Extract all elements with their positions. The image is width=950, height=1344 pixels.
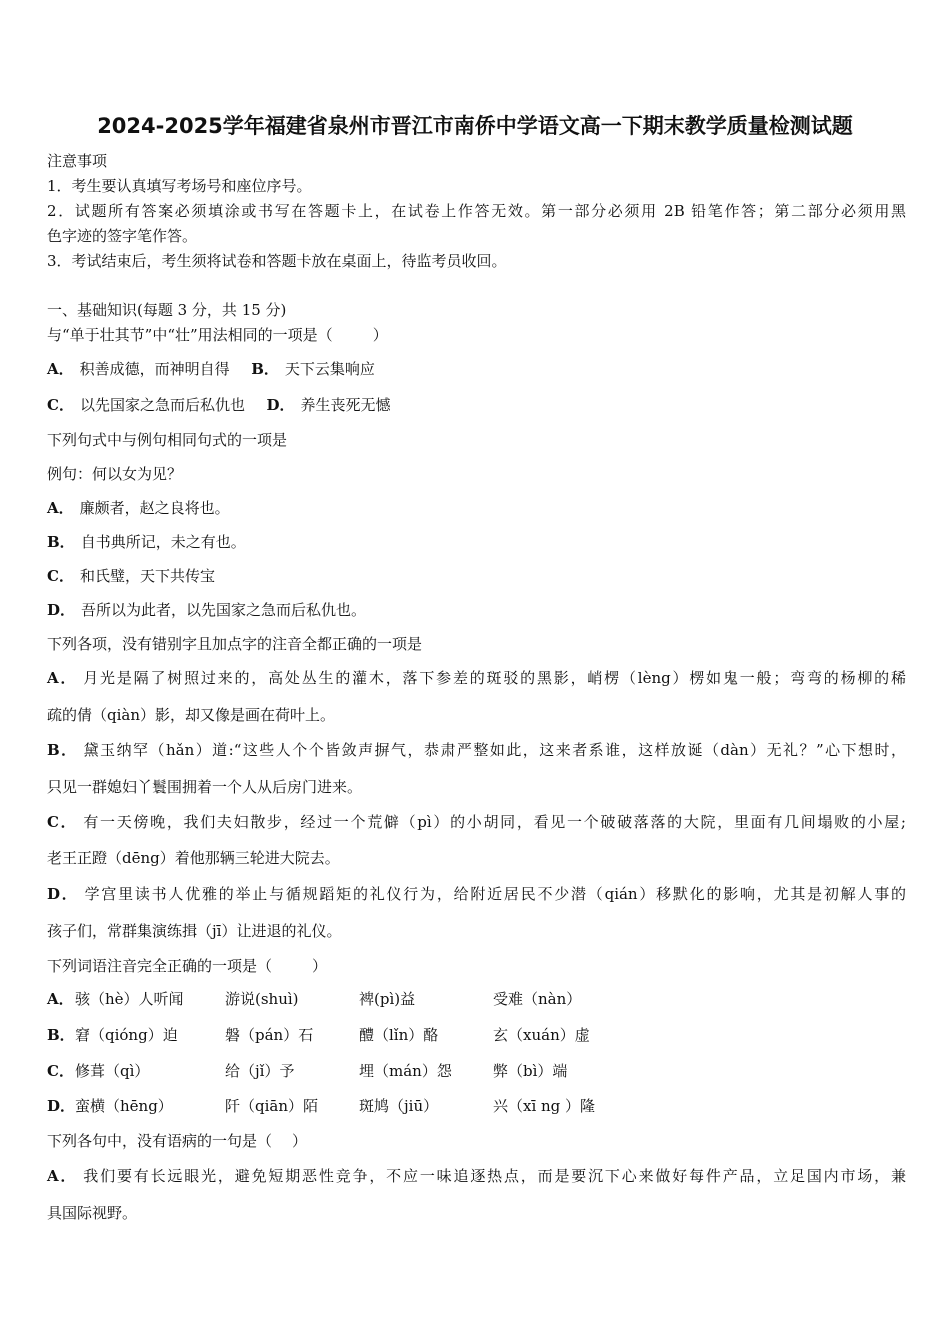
q4-row-a-label: A． <box>47 990 74 1008</box>
q3-option-d-line2: 孩子们，常群集演练揖（jī）让进退的礼仪。 <box>47 922 342 940</box>
q3-option-b-line2: 只见一群媳妇丫鬟围拥着一个人从后房门进来。 <box>47 778 363 796</box>
q4-row-d-label: D． <box>47 1097 76 1115</box>
notice-item-2-cont: 色字迹的签字笔作答。 <box>47 227 198 245</box>
q2-option-a <box>47 498 230 518</box>
q4-row-c-word4: 弊（bì）端 <box>493 1062 568 1080</box>
q1-option-a-text: 积善成德，而神明自得 <box>79 360 230 378</box>
q3-option-a-line1 <box>47 668 906 688</box>
q2-option-c-label: C． <box>47 567 74 585</box>
q2-example: 例句：何以女为见？ <box>47 465 183 483</box>
q3-option-c-text: 有一天傍晚，我们夫妇散步，经过一个荒僻（pì）的小胡同，看见一个破破落落的大院，里面有几间塌败的小屋; <box>83 813 906 831</box>
q1-option-a-label: A． <box>47 360 74 378</box>
section-heading: 一、基础知识(每题 3 分，共 15 分) <box>47 301 287 319</box>
q4-row-a-word4: 受难（nàn） <box>493 990 582 1008</box>
q3-option-a-line2: 疏的倩（qiàn）影，却又像是画在荷叶上。 <box>47 706 336 724</box>
page-title: 2024-2025学年福建省泉州市晋江市南侨中学语文高一下期末教学质量检测试题 <box>97 114 853 138</box>
q2-option-b <box>47 532 246 552</box>
q5-option-a-line1 <box>47 1166 906 1186</box>
q3-option-a-label: A． <box>47 669 78 687</box>
q2-option-a-text: 廉颇者，赵之良将也。 <box>79 499 230 517</box>
q1-option-b-label: B． <box>251 360 279 378</box>
q3-option-b-label: B． <box>47 741 78 759</box>
q2-option-a-label: A． <box>47 499 74 517</box>
q5-stem-close: ） <box>292 1132 308 1150</box>
notice-item-3: 3．考试结束后，考生须将试卷和答题卡放在桌面上，待监考员收回。 <box>47 252 507 270</box>
notice-heading: 注意事项 <box>47 152 108 170</box>
q3-option-d-label: D． <box>47 885 79 903</box>
q5-stem-text: 下列各句中，没有语病的一句是（ <box>47 1132 273 1150</box>
q4-row-c-word2: 给（jǐ）予 <box>225 1062 295 1080</box>
notice-item-1: 1．考生要认真填写考场号和座位序号。 <box>47 177 312 195</box>
q2-option-c-text: 和氏璧，天下共传宝 <box>79 567 215 585</box>
q5-option-a-label: A． <box>47 1167 78 1185</box>
q4-row-b-word4: 玄（xuán）虚 <box>493 1026 590 1044</box>
q3-option-d-text: 学宫里读书人优雅的举止与循规蹈矩的礼仪行为，给附近居民不少潜（qián）移默化的影响，尤其是初解人事的 <box>84 885 906 903</box>
q3-stem: 下列各项，没有错别字且加点字的注音全都正确的一项是 <box>47 635 423 653</box>
q1-option-d-label: D． <box>266 396 295 414</box>
q1-stem-close: ） <box>372 326 388 344</box>
q5-option-a-text: 我们要有长远眼光，避免短期恶性竞争，不应一味追逐热点，而是要沉下心来做好每件产品，立足国内市场，兼 <box>83 1167 906 1185</box>
q4-row-b-word2: 磐（pán）石 <box>225 1026 314 1044</box>
q4-stem-close: ） <box>312 957 328 975</box>
q4-row-a-word3: 裨(pì)益 <box>359 990 416 1008</box>
q4-row-b-label: B． <box>47 1026 75 1044</box>
q5-stem <box>47 1131 307 1151</box>
q4-row-d-word4: 兴（xī ng ）隆 <box>493 1097 596 1115</box>
q2-option-d <box>47 600 366 620</box>
q1-stem <box>47 325 388 345</box>
q3-option-c-line2: 老王正蹬（dēng）着他那辆三轮进大院去。 <box>47 849 340 867</box>
q1-option-d-text: 养生丧死无憾 <box>300 396 391 414</box>
q4-row-b-word3: 醴（lǐn）酪 <box>359 1026 439 1044</box>
q4-stem-text: 下列词语注音完全正确的一项是（ <box>47 957 273 975</box>
q1-option-b-text: 天下云集响应 <box>284 360 375 378</box>
q4-row-d-word1: 蛮横（hēng） <box>75 1097 173 1115</box>
notice-item-2: 2．试题所有答案必须填涂或书写在答题卡上，在试卷上作答无效。第一部分必须用 2B 铅笔作答；第二部分必须用黑 <box>47 202 906 220</box>
q5-option-a-line2: 具国际视野。 <box>47 1204 138 1222</box>
q2-option-b-label: B． <box>47 533 75 551</box>
q3-option-d-line1 <box>47 884 906 904</box>
q3-option-c-line1 <box>47 812 906 832</box>
q2-option-c <box>47 566 215 586</box>
q4-row-c-word1: 修葺（qì） <box>75 1062 150 1080</box>
q4-row-a-word1: 骇（hè）人听闻 <box>75 990 184 1008</box>
q1-options-cd <box>47 395 391 415</box>
q3-option-c-label: C． <box>47 813 78 831</box>
q4-row-a-word2: 游说(shuì) <box>225 990 299 1008</box>
q4-row-d-word3: 斑鸠（jiū） <box>359 1097 439 1115</box>
q2-stem: 下列句式中与例句相同句式的一项是 <box>47 431 288 449</box>
q1-option-c-text: 以先国家之急而后私仇也 <box>79 396 245 414</box>
q2-option-b-text: 自书典所记，未之有也。 <box>80 533 246 551</box>
q2-option-d-label: D． <box>47 601 76 619</box>
q2-option-d-text: 吾所以为此者，以先国家之急而后私仇也。 <box>81 601 367 619</box>
q4-row-b-word1: 窘（qióng）迫 <box>75 1026 178 1044</box>
q3-option-a-text: 月光是隔了树照过来的，高处丛生的灌木，落下参差的斑驳的黑影，峭楞（lèng）楞如鬼一般；弯弯的杨柳的稀 <box>83 669 906 687</box>
q1-option-c-label: C． <box>47 396 74 414</box>
q3-option-b-line1 <box>47 740 906 760</box>
q1-options-ab <box>47 359 375 379</box>
q1-stem-text: 与“单于壮其节”中“壮”用法相同的一项是（ <box>47 326 333 344</box>
q4-row-c-label: C． <box>47 1062 74 1080</box>
q4-row-d-word2: 阡（qiān）陌 <box>225 1097 319 1115</box>
q3-option-b-text: 黛玉纳罕（hǎn）道:“这些人个个皆敛声摒气，恭肃严整如此，这来者系谁，这样放诞（dàn）无礼？”心下想时， <box>83 741 906 759</box>
q4-row-c-word3: 埋（mán）怨 <box>359 1062 452 1080</box>
q4-stem <box>47 956 327 976</box>
